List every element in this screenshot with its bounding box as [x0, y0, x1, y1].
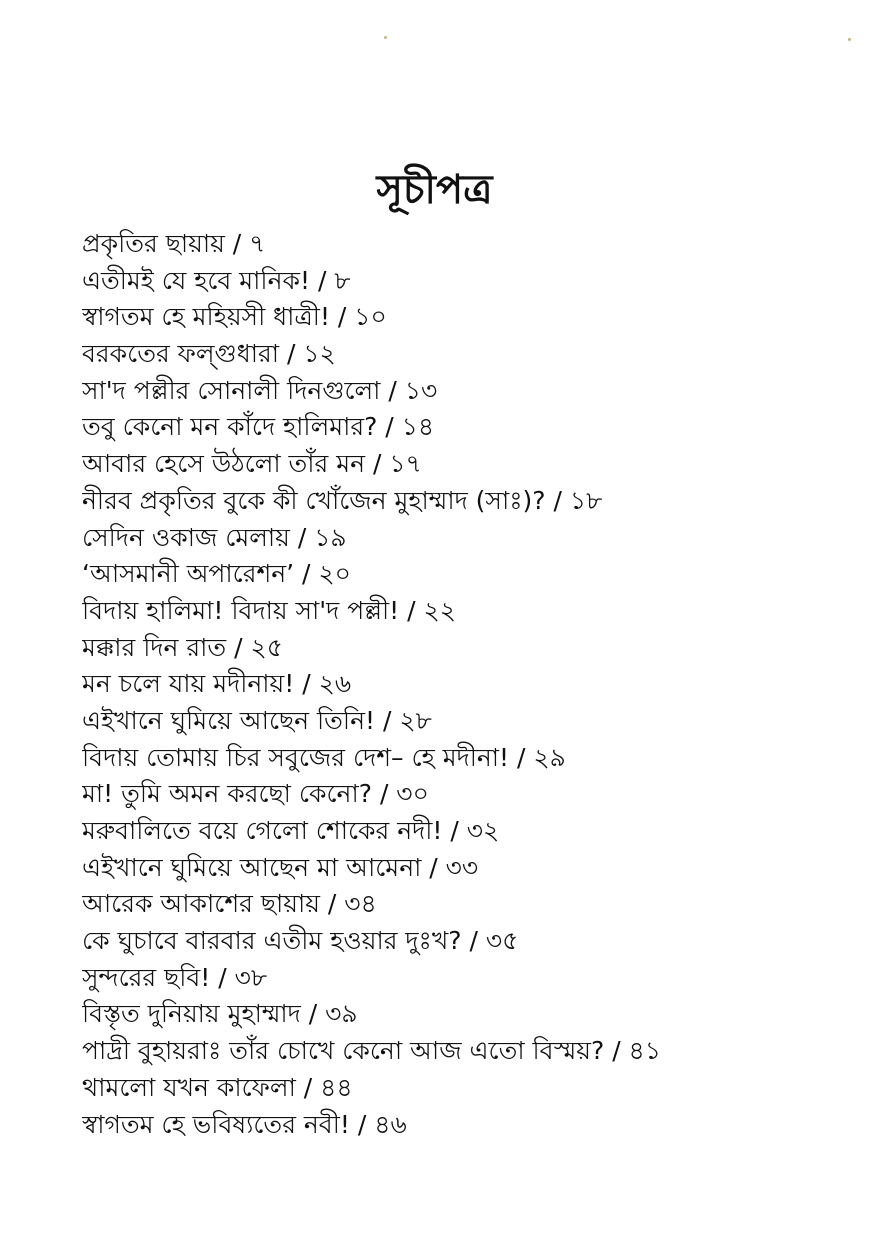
toc-entry: সেদিন ওকাজ মেলায় / ১৯	[82, 522, 347, 552]
toc-entry: ‘আসমানী অপারেশন’ / ২০	[82, 559, 351, 589]
paper-speck	[384, 36, 387, 39]
toc-entry: থামলো যখন কাফেলা / ৪৪	[82, 1072, 353, 1102]
toc-entry: এতীমই যে হবে মানিক! / ৮	[82, 265, 351, 295]
toc-entry: বরকতের ফল্গুধারা / ১২	[82, 339, 336, 369]
toc-entry: স্বাগতম হে ভবিষ্যতের নবী! / ৪৬	[82, 1109, 407, 1139]
toc-entry: মক্কার দিন রাত / ২৫	[82, 632, 283, 662]
toc-entry: এইখানে ঘুমিয়ে আছেন তিনি! / ২৮	[82, 705, 432, 735]
toc-entry: সুন্দরের ছবি! / ৩৮	[82, 962, 268, 992]
toc-entry: তবু কেনো মন কাঁদে হালিমার? / ১৪	[82, 412, 435, 442]
toc-entry: সা'দ পল্লীর সোনালী দিনগুলো / ১৩	[82, 375, 438, 405]
toc-entry: মরুবালিতে বয়ে গেলো শোকের নদী! / ৩২	[82, 816, 500, 845]
table-of-contents	[82, 226, 842, 1143]
page-title: সূচীপত্র	[376, 167, 493, 213]
toc-entry: মন চলে যায় মদীনায়! / ২৬	[82, 669, 352, 699]
toc-entry: এইখানে ঘুমিয়ে আছেন মা আমেনা / ৩৩	[82, 852, 479, 882]
toc-entry: আবার হেসে উঠলো তাঁর মন / ১৭	[82, 449, 422, 479]
toc-entry: পাদ্রী বুহায়রাঃ তাঁর চোখে কেনো আজ এতো বিস্ময়? / ৪১	[82, 1036, 662, 1066]
toc-entry: মা! তুমি অমন করছো কেনো? / ৩০	[82, 779, 429, 809]
toc-entry: স্বাগতম হে মহিয়সী ধাত্রী! / ১০	[82, 302, 387, 332]
toc-entry: বিস্তৃত দুনিয়ায় মুহাম্মাদ / ৩৯	[82, 999, 358, 1029]
toc-entry: প্রকৃতির ছায়ায় / ৭	[82, 229, 266, 258]
toc-entry: নীরব প্রকৃতির বুকে কী খোঁজেন মুহাম্মাদ (সাঃ)? / ১৮	[82, 485, 603, 515]
toc-entry: আরেক আকাশের ছায়ায় / ৩৪	[82, 889, 377, 919]
toc-entry: বিদায় হালিমা! বিদায় সা'দ পল্লী! / ২২	[82, 595, 456, 625]
toc-entry: কে ঘুচাবে বারবার এতীম হওয়ার দুঃখ? / ৩৫	[82, 926, 519, 956]
paper-speck	[848, 38, 851, 41]
toc-entry: বিদায় তোমায় চির সবুজের দেশ– হে মদীনা! / ২৯	[82, 742, 566, 772]
